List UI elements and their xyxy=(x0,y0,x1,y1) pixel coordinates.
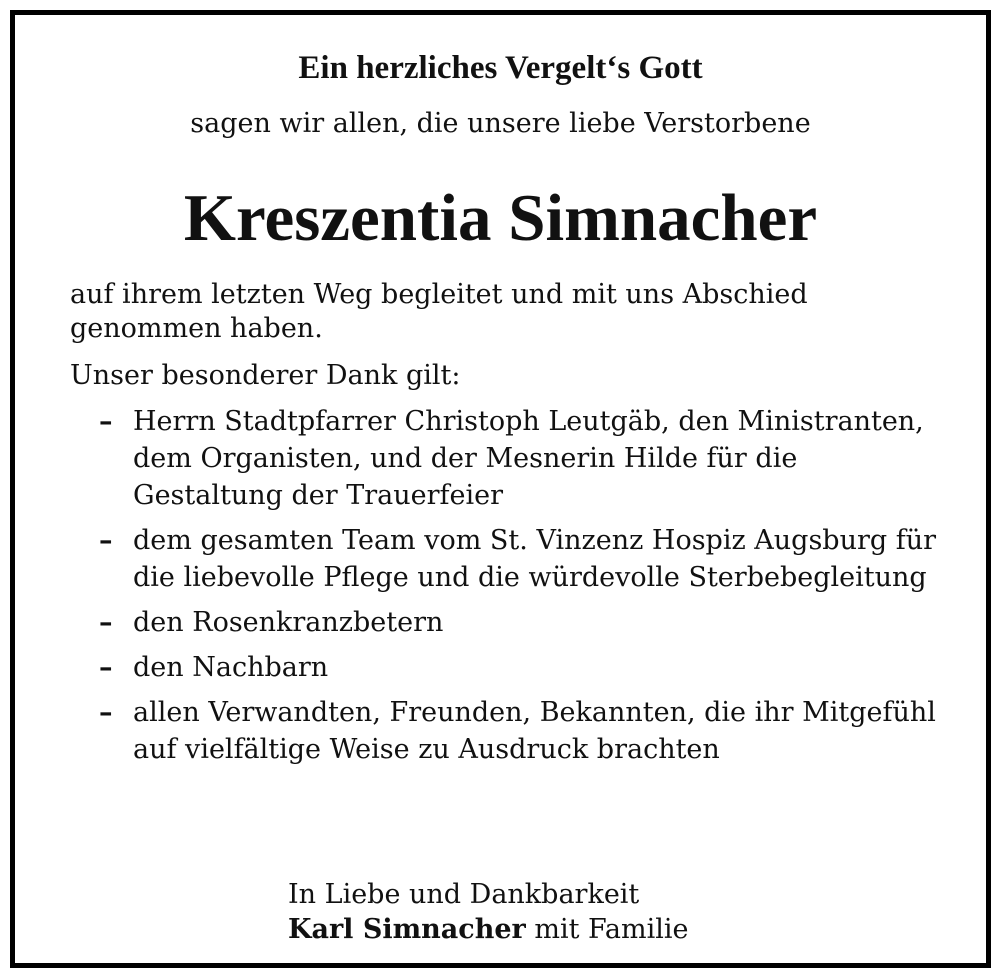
signature-line xyxy=(288,912,689,947)
obituary-notice xyxy=(10,10,991,968)
list-item-text: den Rosenkranzbetern xyxy=(133,607,444,638)
thanks-paragraph: auf ihrem letzten Weg begleitet und mit uns Abschied genommen haben. xyxy=(70,279,808,344)
closing-block xyxy=(288,877,689,947)
thanks-intro: Unser besonderer Dank gilt: xyxy=(70,360,461,391)
list-item xyxy=(95,403,955,514)
thanks-list xyxy=(95,403,955,776)
list-item xyxy=(95,522,955,596)
list-item-text: allen Verwandten, Freunden, Bekannten, die ihr Mitgefühl auf vielfältige Weise zu Ausdruck brachten xyxy=(133,697,936,765)
list-item xyxy=(95,649,955,686)
list-item xyxy=(95,694,955,768)
list-item xyxy=(95,604,955,641)
deceased-name: Kreszentia Simnacher xyxy=(183,181,818,255)
dash-bullet: – xyxy=(99,406,113,437)
list-item-text: dem gesamten Team vom St. Vinzenz Hospiz Augsburg für die liebevolle Pflege und die würdevolle Sterbebegleitung xyxy=(133,525,937,593)
dash-bullet: – xyxy=(99,607,113,638)
intro-text: sagen wir allen, die unsere liebe Verstorbene xyxy=(190,108,811,139)
signer-suffix: mit Familie xyxy=(525,914,689,945)
list-item-text: den Nachbarn xyxy=(133,652,329,683)
signer-name: Karl Simnacher xyxy=(288,914,526,945)
dash-bullet: – xyxy=(99,525,113,556)
notice-heading: Ein herzliches Vergelt‘s Gott xyxy=(298,50,703,86)
list-item-text: Herrn Stadtpfarrer Christoph Leutgäb, den Ministranten, dem Organisten, und der Mesnerin Hilde für die Gestaltung der Trauerfeier xyxy=(133,406,924,511)
dash-bullet: – xyxy=(99,697,113,728)
closing-line: In Liebe und Dankbarkeit xyxy=(288,879,640,910)
dash-bullet: – xyxy=(99,652,113,683)
